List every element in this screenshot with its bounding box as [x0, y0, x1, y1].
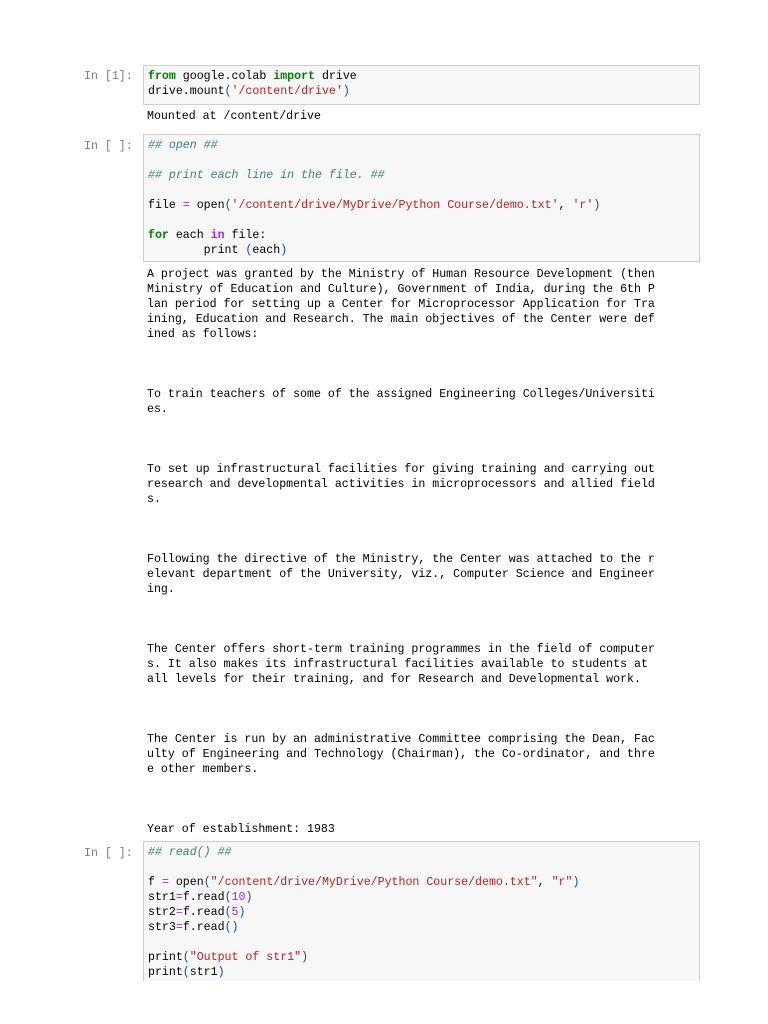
- output-line: ined as follows:: [147, 328, 259, 341]
- code-paren: (): [224, 921, 239, 934]
- code-operator: =: [175, 891, 183, 904]
- cell-1-output: Mounted at /content/drive: [147, 110, 321, 123]
- code-text: ,: [537, 876, 552, 889]
- code-text: f.read: [182, 906, 225, 919]
- output-blank-line: [147, 717, 703, 732]
- code-text: f: [148, 876, 162, 889]
- output-blank-line: [147, 597, 703, 612]
- cell-3-code[interactable]: [144, 842, 699, 980]
- code-comment: ## print each line in the file. ##: [148, 169, 385, 182]
- code-text: open: [168, 876, 204, 889]
- code-text: open: [189, 199, 225, 212]
- code-paren: (: [182, 951, 190, 964]
- output-blank-line: [147, 357, 703, 372]
- output-line: Year of establishment: 1983: [147, 823, 335, 836]
- code-keyword: in: [210, 229, 225, 242]
- code-paren: ): [280, 244, 288, 257]
- output-line: elevant department of the University, viz., Computer Science and Engineer: [147, 568, 655, 581]
- code-paren: (: [182, 966, 190, 979]
- code-number: 10: [231, 891, 246, 904]
- output-line: ining, Education and Research. The main objectives of the Center were def: [147, 313, 655, 326]
- output-line: lan period for setting up a Center for Microprocessor Application for Tra: [147, 298, 655, 311]
- cell-1-prompt: In [1]:: [84, 70, 133, 83]
- output-line: To train teachers of some of the assigned Engineering Colleges/Universiti: [147, 388, 655, 401]
- code-text: f.read: [182, 921, 225, 934]
- code-paren: ): [593, 199, 601, 212]
- output-line: s.: [147, 493, 161, 506]
- code-text: f.read: [182, 891, 225, 904]
- output-blank-line: [147, 807, 703, 822]
- code-paren: (: [224, 891, 232, 904]
- output-blank-line: [147, 522, 703, 537]
- code-text: str2: [148, 906, 176, 919]
- output-blank-line: [147, 627, 703, 642]
- code-text: drive: [315, 70, 357, 83]
- code-string: 'r': [572, 199, 594, 212]
- cell-2-output: [147, 267, 703, 837]
- code-keyword: from: [148, 70, 176, 83]
- code-text: str3: [148, 921, 176, 934]
- code-paren: ): [217, 966, 225, 979]
- code-paren: ): [342, 85, 350, 98]
- code-operator: =: [161, 876, 169, 889]
- output-line: Following the directive of the Ministry, the Center was attached to the r: [147, 553, 655, 566]
- code-text: print: [148, 966, 183, 979]
- output-blank-line: [147, 432, 703, 447]
- code-text: print: [148, 951, 183, 964]
- code-string: '/content/drive/MyDrive/Python Course/demo.txt': [231, 199, 559, 212]
- output-line: The Center is run by an administrative Committee comprising the Dean, Fac: [147, 733, 655, 746]
- code-paren: (: [224, 906, 232, 919]
- code-comment: ## read() ##: [148, 846, 232, 859]
- output-line: s. It also makes its infrastructural facilities available to students at: [147, 658, 648, 671]
- code-operator: =: [175, 921, 183, 934]
- output-line: The Center offers short-term training programmes in the field of computer: [147, 643, 655, 656]
- code-text: print: [148, 244, 246, 257]
- cell-3-prompt: In [ ]:: [84, 847, 133, 860]
- code-paren: ): [572, 876, 580, 889]
- code-number: 5: [231, 906, 239, 919]
- code-paren: (: [224, 199, 232, 212]
- code-text: file:: [224, 229, 267, 242]
- output-line: A project was granted by the Ministry of Human Resource Development (then: [147, 268, 655, 281]
- code-comment: ## open ##: [148, 139, 218, 152]
- output-line: research and developmental activities in microprocessors and allied field: [147, 478, 655, 491]
- code-text: str1: [148, 891, 176, 904]
- output-line: To set up infrastructural facilities for giving training and carrying out: [147, 463, 655, 476]
- cell-1-code[interactable]: [144, 66, 699, 99]
- output-blank-line: [147, 792, 703, 807]
- code-text: each: [252, 244, 281, 257]
- output-line: all levels for their training, and for Research and Developmental work.: [147, 673, 641, 686]
- cell-1-code-editor[interactable]: [143, 65, 700, 105]
- code-text: ,: [558, 199, 573, 212]
- cell-3-code-editor[interactable]: [143, 841, 700, 981]
- code-keyword: for: [148, 229, 169, 242]
- code-operator: =: [175, 906, 183, 919]
- code-string: "r": [551, 876, 573, 889]
- code-paren: ): [238, 906, 246, 919]
- output-line: ing.: [147, 583, 175, 596]
- code-string: "Output of str1": [189, 951, 302, 964]
- output-blank-line: [147, 687, 703, 702]
- output-line: es.: [147, 403, 168, 416]
- cell-2-prompt: In [ ]:: [84, 140, 133, 153]
- cell-2-code-editor[interactable]: [143, 134, 700, 262]
- code-text: each: [168, 229, 211, 242]
- code-paren: ): [301, 951, 309, 964]
- code-text: google.colab: [175, 70, 274, 83]
- cell-2-code[interactable]: [144, 135, 699, 258]
- output-line: e other members.: [147, 763, 259, 776]
- output-blank-line: [147, 372, 703, 387]
- code-keyword: import: [273, 70, 315, 83]
- code-paren: ): [245, 891, 253, 904]
- code-text: str1: [189, 966, 218, 979]
- output-blank-line: [147, 612, 703, 627]
- output-line: ulty of Engineering and Technology (Chairman), the Co-ordinator, and thre: [147, 748, 655, 761]
- code-paren: (: [203, 876, 211, 889]
- code-paren: (: [224, 85, 232, 98]
- output-blank-line: [147, 417, 703, 432]
- output-blank-line: [147, 507, 703, 522]
- code-text: file: [148, 199, 183, 212]
- output-blank-line: [147, 537, 703, 552]
- code-string: "/content/drive/MyDrive/Python Course/demo.txt": [210, 876, 538, 889]
- output-blank-line: [147, 447, 703, 462]
- output-line: Ministry of Education and Culture), Government of India, during the 6th P: [147, 283, 655, 296]
- output-blank-line: [147, 342, 703, 357]
- code-text: drive.mount: [148, 85, 225, 98]
- output-blank-line: [147, 777, 703, 792]
- code-paren: (: [245, 244, 253, 257]
- code-operator: =: [182, 199, 190, 212]
- code-string: '/content/drive': [231, 85, 343, 98]
- output-blank-line: [147, 702, 703, 717]
